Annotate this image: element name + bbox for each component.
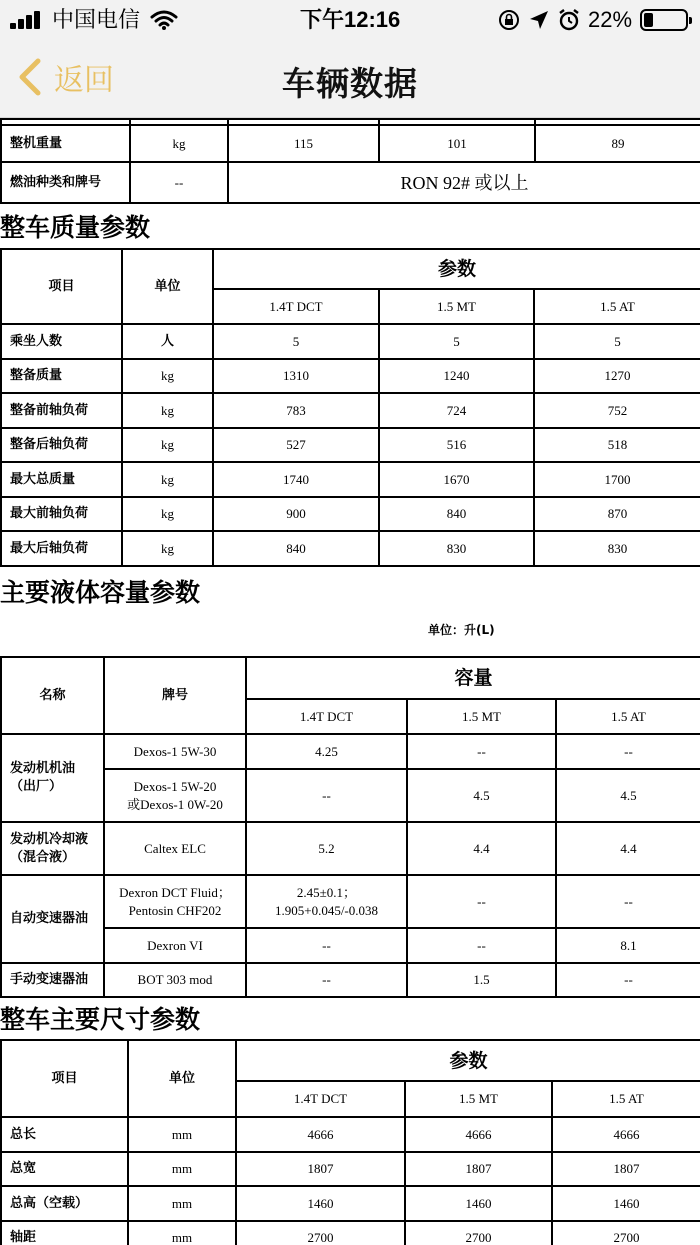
fluid-brand-line: BOT 303 mod <box>137 972 213 987</box>
value-cell-line: -- <box>624 972 633 987</box>
value-cell-line: -- <box>624 743 633 759</box>
value-cell-line: 2.45±0.1； <box>296 884 357 900</box>
location-icon <box>528 9 550 31</box>
value-cell-line: -- <box>322 937 331 953</box>
row-unit: kg <box>130 125 228 162</box>
table-row <box>1 963 700 997</box>
unit-note: 单位：升(L) <box>428 623 495 637</box>
row-unit: kg <box>122 497 213 531</box>
back-label: 返回 <box>54 64 114 97</box>
battery-percent: 22% <box>588 7 633 32</box>
value-cell-line: -- <box>477 743 486 759</box>
header-variant: 1.5 AT <box>534 289 700 324</box>
fluid-name <box>1 963 104 997</box>
table-row <box>1 428 700 462</box>
value-cell: 2700 <box>552 1221 700 1245</box>
table-row <box>1 125 700 162</box>
table-row <box>1 928 700 963</box>
header-name: 名称 <box>1 657 104 734</box>
fluid-brand-line: Pentosin CHF202 <box>128 902 222 918</box>
value-cell: 2700 <box>236 1221 405 1245</box>
row-label: 总长 <box>1 1117 128 1152</box>
value-cell: 518 <box>534 428 700 462</box>
value-cell: 1807 <box>405 1152 552 1186</box>
table-row <box>1 393 700 428</box>
row-unit: kg <box>122 531 213 566</box>
fluid-name-line: （混合液） <box>10 849 76 865</box>
fluid-brand <box>104 875 246 928</box>
mass-table <box>0 248 700 567</box>
value-cell: 1460 <box>552 1186 700 1221</box>
carrier-name: 中国电信 <box>52 7 141 32</box>
value-cell: 1807 <box>236 1152 405 1186</box>
row-unit: mm <box>128 1152 236 1186</box>
value-cell: 1700 <box>534 462 700 497</box>
value-cell <box>246 875 407 928</box>
fluid-name-line: 自动变速器油 <box>10 911 89 926</box>
dimensions-table <box>0 1039 700 1245</box>
value-cell-line: 4.4 <box>620 840 637 856</box>
row-label: 总宽 <box>1 1152 128 1186</box>
table-row <box>1 324 700 359</box>
value-cell: 115 <box>228 125 379 162</box>
fluid-brand <box>104 822 246 875</box>
row-unit: mm <box>128 1221 236 1245</box>
header-variant: 1.5 MT <box>379 289 534 324</box>
fluid-brand-line: Dexos-1 5W-20 <box>133 778 217 794</box>
value-cell-line: -- <box>624 893 633 909</box>
value-cell-line: 5.2 <box>318 840 335 856</box>
row-label: 最大后轴负荷 <box>1 531 122 566</box>
value-cell: 5 <box>379 324 534 359</box>
dimensions-section-title: 整车主要尺寸参数 <box>0 1005 201 1034</box>
header-variant: 1.4T DCT <box>246 699 407 734</box>
row-label: 整机重量 <box>1 125 130 162</box>
value-cell: 724 <box>379 393 534 428</box>
fluid-name-line: （出厂） <box>10 779 63 794</box>
fluids-table <box>0 656 700 998</box>
row-label: 燃油种类和牌号 <box>1 162 130 203</box>
engine-data-table <box>0 118 700 204</box>
row-label: 最大前轴负荷 <box>1 497 122 531</box>
mass-section-title: 整车质量参数 <box>0 213 151 242</box>
value-cell: 1670 <box>379 462 534 497</box>
value-cell-line: 4.4 <box>473 840 490 856</box>
fluid-brand-line: Dexos-1 5W-30 <box>133 743 217 759</box>
value-cell: 4666 <box>552 1117 700 1152</box>
table-row <box>1 531 700 566</box>
value-cell: 5 <box>534 324 700 359</box>
header-variant: 1.5 MT <box>407 699 556 734</box>
row-label: 总高（空载） <box>1 1186 128 1221</box>
table-row <box>1 822 700 875</box>
vehicle-data-content[interactable] <box>0 118 700 1245</box>
value-cell <box>556 928 700 963</box>
fluid-name-line: 发动机冷却液 <box>10 831 89 847</box>
row-label: 最大总质量 <box>1 462 122 497</box>
value-cell-line: 4.25 <box>315 743 338 759</box>
row-unit: -- <box>130 162 228 203</box>
row-unit: kg <box>122 393 213 428</box>
fuel-grade-value: RON 92# 或以上 <box>228 162 700 203</box>
value-cell: 101 <box>379 125 535 162</box>
value-cell-line: -- <box>322 972 331 987</box>
table-row <box>1 359 700 393</box>
table-row <box>1 497 700 531</box>
value-cell <box>556 769 700 822</box>
value-cell: 2700 <box>405 1221 552 1245</box>
fluid-name <box>1 875 104 963</box>
battery-icon <box>640 9 688 31</box>
value-cell-line: -- <box>477 937 486 953</box>
header-variant: 1.5 AT <box>552 1081 700 1117</box>
header-unit: 单位 <box>128 1040 236 1117</box>
row-unit: mm <box>128 1117 236 1152</box>
value-cell: 1270 <box>534 359 700 393</box>
value-cell: 1740 <box>213 462 379 497</box>
value-cell <box>246 928 407 963</box>
fluids-section-title: 主要液体容量参数 <box>0 578 201 607</box>
fluid-name-line: 发动机机油 <box>10 761 76 776</box>
table-row <box>1 769 700 822</box>
value-cell: 5 <box>213 324 379 359</box>
fluid-name-line: 手动变速器油 <box>10 972 89 987</box>
value-cell-line: 8.1 <box>620 937 637 953</box>
fluid-brand <box>104 769 246 822</box>
value-cell: 752 <box>534 393 700 428</box>
value-cell <box>246 963 407 997</box>
navigation-bar <box>0 40 700 118</box>
row-unit: 人 <box>122 324 213 359</box>
row-label: 乘坐人数 <box>1 324 122 359</box>
header-unit: 单位 <box>122 249 213 324</box>
value-cell-line: 4.5 <box>620 787 637 803</box>
battery-level-fill <box>644 13 653 27</box>
header-variant: 1.4T DCT <box>236 1081 405 1117</box>
page-title: 车辆数据 <box>282 65 418 102</box>
value-cell: 900 <box>213 497 379 531</box>
value-cell-line: 1.905+0.045/-0.038 <box>274 902 379 918</box>
value-cell: 830 <box>534 531 700 566</box>
fluid-brand-line: 或Dexos-1 0W-20 <box>127 796 223 812</box>
value-cell <box>556 963 700 997</box>
value-cell: 783 <box>213 393 379 428</box>
value-cell <box>246 769 407 822</box>
header-params: 参数 <box>213 249 700 289</box>
header-item: 项目 <box>1 249 122 324</box>
value-cell <box>556 875 700 928</box>
value-cell <box>556 734 700 769</box>
header-variant: 1.4T DCT <box>213 289 379 324</box>
value-cell: 516 <box>379 428 534 462</box>
fluid-brand-line: Caltex ELC <box>144 840 206 856</box>
value-cell <box>407 928 556 963</box>
value-cell: 89 <box>535 125 700 162</box>
value-cell: 4666 <box>405 1117 552 1152</box>
value-cell <box>246 734 407 769</box>
table-row <box>1 1152 700 1186</box>
value-cell <box>246 822 407 875</box>
row-label: 整备前轴负荷 <box>1 393 122 428</box>
table-row <box>1 734 700 769</box>
row-unit: mm <box>128 1186 236 1221</box>
value-cell <box>407 822 556 875</box>
clock: 下午12:16 <box>300 7 401 32</box>
table-row <box>1 1186 700 1221</box>
row-unit: kg <box>122 462 213 497</box>
row-unit: kg <box>122 359 213 393</box>
orientation-lock-icon <box>498 9 520 31</box>
signal-icon <box>10 11 44 29</box>
header-variant: 1.5 AT <box>556 699 700 734</box>
value-cell-line: -- <box>477 893 486 909</box>
value-cell <box>407 769 556 822</box>
table-row <box>1 1221 700 1245</box>
fluid-brand <box>104 928 246 963</box>
fluid-brand-line: Dexron DCT Fluid； <box>119 884 231 900</box>
value-cell: 830 <box>379 531 534 566</box>
header-variant: 1.5 MT <box>405 1081 552 1117</box>
value-cell <box>407 963 556 997</box>
value-cell: 1460 <box>405 1186 552 1221</box>
value-cell: 840 <box>379 497 534 531</box>
header-item: 项目 <box>1 1040 128 1117</box>
fluid-name <box>1 822 104 875</box>
header-brand: 牌号 <box>104 657 246 734</box>
value-cell-line: 4.5 <box>473 787 490 803</box>
value-cell: 4666 <box>236 1117 405 1152</box>
value-cell: 840 <box>213 531 379 566</box>
table-row <box>1 1117 700 1152</box>
row-label: 轴距 <box>1 1221 128 1245</box>
value-cell: 1240 <box>379 359 534 393</box>
value-cell: 870 <box>534 497 700 531</box>
fluid-name <box>1 734 104 822</box>
wifi-icon <box>150 9 178 31</box>
value-cell: 1807 <box>552 1152 700 1186</box>
alarm-icon <box>558 8 580 32</box>
row-unit: kg <box>122 428 213 462</box>
value-cell <box>407 875 556 928</box>
row-label: 整备质量 <box>1 359 122 393</box>
row-label: 整备后轴负荷 <box>1 428 122 462</box>
value-cell: 527 <box>213 428 379 462</box>
fluid-brand-line: Dexron VI <box>147 937 203 953</box>
value-cell-line: 1.5 <box>473 972 490 987</box>
fluid-brand <box>104 963 246 997</box>
value-cell <box>407 734 556 769</box>
table-row <box>1 462 700 497</box>
table-row <box>1 162 700 203</box>
status-bar <box>0 0 700 40</box>
table-row <box>1 875 700 928</box>
value-cell: 1310 <box>213 359 379 393</box>
value-cell: 1460 <box>236 1186 405 1221</box>
value-cell <box>556 822 700 875</box>
header-capacity: 容量 <box>246 657 700 699</box>
header-params: 参数 <box>236 1040 700 1081</box>
fluid-brand <box>104 734 246 769</box>
value-cell-line: -- <box>322 787 331 803</box>
